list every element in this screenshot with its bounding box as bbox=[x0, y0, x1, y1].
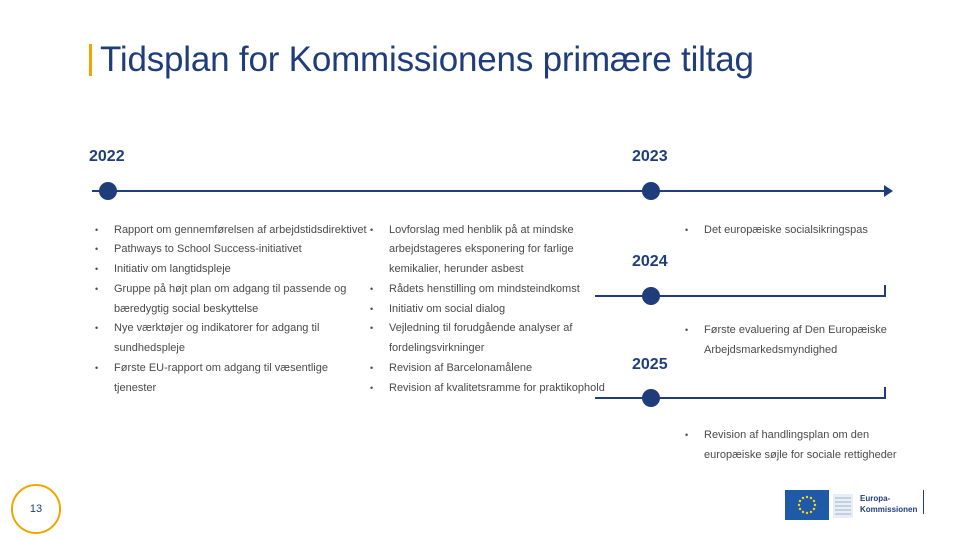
list-item-continuation: fordelingsvirkninger bbox=[389, 342, 485, 354]
bullet-icon: • bbox=[370, 323, 374, 333]
eu-stars-icon bbox=[785, 490, 829, 520]
bullet-icon: • bbox=[685, 430, 689, 440]
bullet-icon: • bbox=[95, 284, 99, 294]
list-item: Gruppe på højt plan om adgang til passende og bbox=[114, 283, 347, 295]
timeline-dot-2024 bbox=[642, 287, 660, 305]
list-item-continuation: kemikalier, herunder asbest bbox=[389, 263, 524, 275]
timeline-2024-end-tick bbox=[884, 285, 886, 297]
bullet-icon: • bbox=[685, 325, 689, 335]
list-item-continuation: bæredygtig social beskyttelse bbox=[114, 303, 259, 315]
list-item-continuation: europæiske søjle for sociale rettigheder bbox=[704, 449, 897, 461]
list-item: Initiativ om social dialog bbox=[389, 303, 506, 315]
list-item-continuation: arbejdstageres eksponering for farlige bbox=[389, 243, 574, 255]
eu-flag-icon bbox=[785, 490, 829, 520]
building-icon bbox=[832, 490, 854, 520]
list-item: Første EU-rapport om adgang til væsentlige bbox=[114, 362, 328, 374]
list-item: Rådets henstilling om mindsteindkomst bbox=[389, 283, 580, 295]
title-accent-bar bbox=[89, 44, 92, 76]
bullet-icon: • bbox=[370, 284, 374, 294]
timeline-2025-line bbox=[595, 397, 886, 399]
bullet-icon: • bbox=[95, 323, 99, 333]
bullet-icon: • bbox=[95, 264, 99, 274]
list-item: Nye værktøjer og indikatorer for adgang til bbox=[114, 322, 320, 334]
timeline-2025-end-tick bbox=[884, 387, 886, 399]
list-item: Initiativ om langtidspleje bbox=[114, 263, 231, 275]
list-item: Det europæiske socialsikringspas bbox=[704, 224, 868, 236]
timeline-main-line bbox=[92, 190, 886, 192]
timeline-arrow-icon bbox=[884, 185, 893, 197]
logo-text-line1: Europa- bbox=[860, 494, 891, 503]
list-item: Lovforslag med henblik på at mindske bbox=[389, 224, 574, 236]
list-item: Revision af handlingsplan om den bbox=[704, 429, 870, 441]
list-item-continuation: sundhedspleje bbox=[114, 342, 185, 354]
page-title: Tidsplan for Kommissionens primære tiltag bbox=[100, 40, 754, 79]
year-2022-label: 2022 bbox=[89, 148, 125, 165]
year-2024-label: 2024 bbox=[632, 253, 668, 270]
logo-divider bbox=[923, 490, 924, 514]
list-item-continuation: Arbejdsmarkedsmyndighed bbox=[704, 344, 838, 356]
bullet-icon: • bbox=[370, 383, 374, 393]
logo-text-line2: Kommissionen bbox=[860, 505, 918, 514]
list-item: Første evaluering af Den Europæiske bbox=[704, 324, 887, 336]
bullet-icon: • bbox=[95, 363, 99, 373]
bullet-icon: • bbox=[370, 363, 374, 373]
list-item: Revision af Barcelonamålene bbox=[389, 362, 533, 374]
list-item: Pathways to School Success-initiativet bbox=[114, 243, 302, 255]
list-item: Rapport om gennemførelsen af arbejdstidsdirektivet bbox=[114, 224, 367, 236]
year-2023-label: 2023 bbox=[632, 148, 668, 165]
bullet-icon: • bbox=[95, 225, 99, 235]
timeline-dot-2025 bbox=[642, 389, 660, 407]
timeline-2024-line bbox=[595, 295, 886, 297]
bullet-icon: • bbox=[370, 225, 374, 235]
list-item: Revision af kvalitetsramme for praktikophold bbox=[389, 382, 605, 394]
year-2025-label: 2025 bbox=[632, 356, 668, 373]
timeline-dot-2023 bbox=[642, 182, 660, 200]
list-item-continuation: tjenester bbox=[114, 382, 157, 394]
timeline-dot-2022 bbox=[99, 182, 117, 200]
bullet-icon: • bbox=[685, 225, 689, 235]
bullet-icon: • bbox=[95, 244, 99, 254]
list-item: Vejledning til forudgående analyser af bbox=[389, 322, 573, 334]
page-number: 13 bbox=[11, 484, 61, 534]
bullet-icon: • bbox=[370, 304, 374, 314]
